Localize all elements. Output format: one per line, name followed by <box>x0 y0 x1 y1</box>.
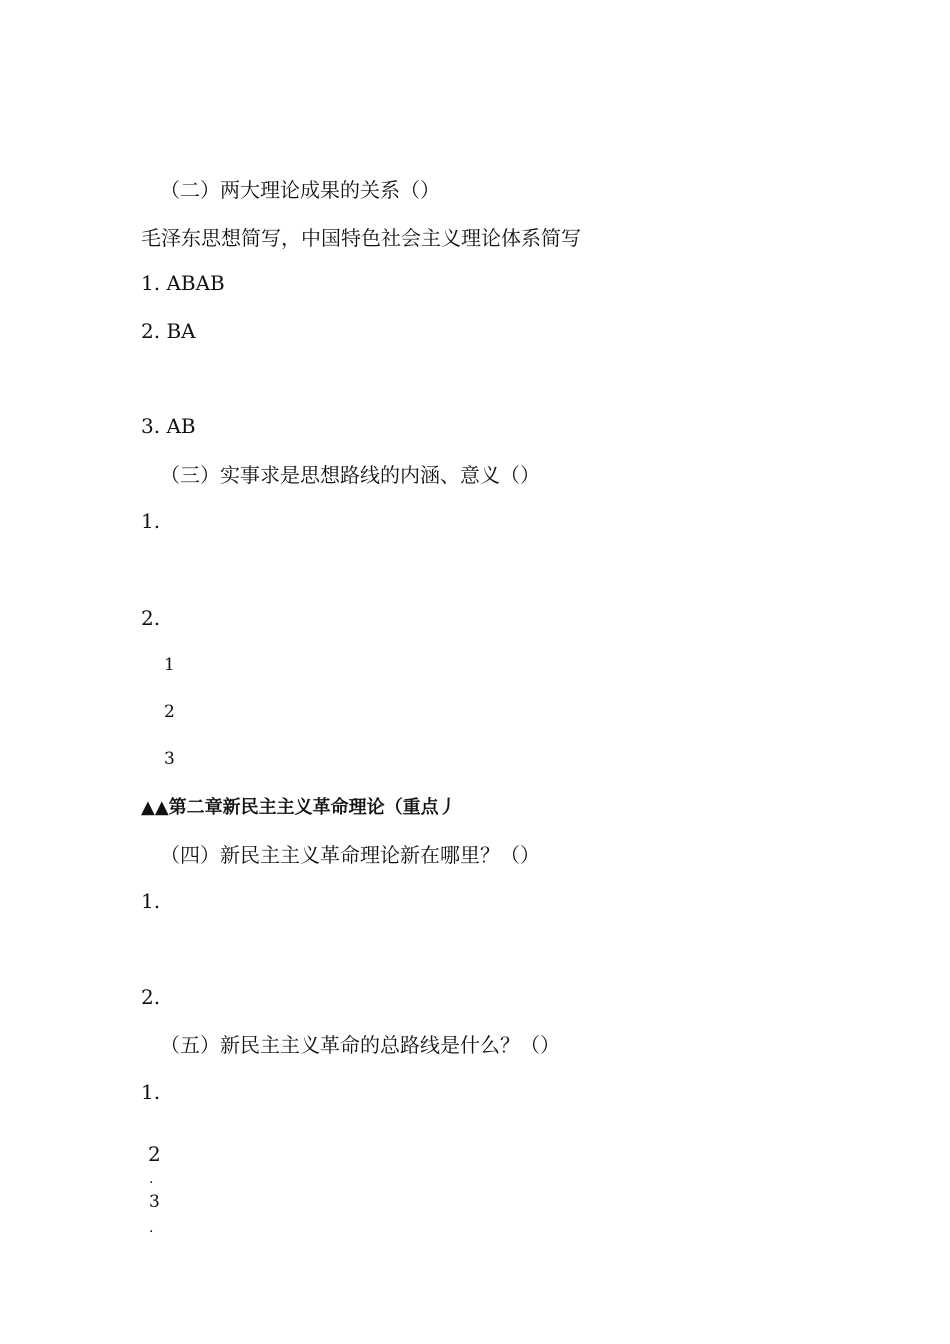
section-5-item-3-number: 3 <box>149 1192 160 1212</box>
section-5-item-1: 1. <box>141 1080 161 1104</box>
chapter-2-heading: ▲▲第二章新民主主义革命理论（重点丿 <box>141 797 457 818</box>
section-2-item-3: 3. AB <box>141 414 196 438</box>
section-4-item-1: 1. <box>141 889 161 913</box>
section-3-item-1: 1. <box>141 509 161 533</box>
section-3-item-2: 2. <box>141 606 161 630</box>
section-5-title: （五）新民主主义革命的总路线是什么？（） <box>160 1033 560 1057</box>
section-2-item-1: 1. ABAB <box>141 271 225 295</box>
section-3-title: （三）实事求是思想路线的内涵、意义（） <box>160 463 540 487</box>
section-5-item-2-number: 2 <box>148 1142 161 1166</box>
section-2-title: （二）两大理论成果的关系（） <box>160 178 440 202</box>
section-3-subitem-3: 3 <box>164 749 175 769</box>
section-5-item-2-dot: . <box>149 1171 154 1187</box>
section-2-subtitle: 毛泽东思想简写，中国特色社会主义理论体系简写 <box>141 226 581 250</box>
section-4-title: （四）新民主主义革命理论新在哪里？（） <box>160 843 540 867</box>
section-5-item-3-dot: . <box>149 1220 154 1236</box>
section-2-item-2: 2. BA <box>141 319 196 343</box>
section-3-subitem-1: 1 <box>164 655 175 675</box>
section-4-item-2: 2. <box>141 985 161 1009</box>
section-3-subitem-2: 2 <box>164 702 175 722</box>
